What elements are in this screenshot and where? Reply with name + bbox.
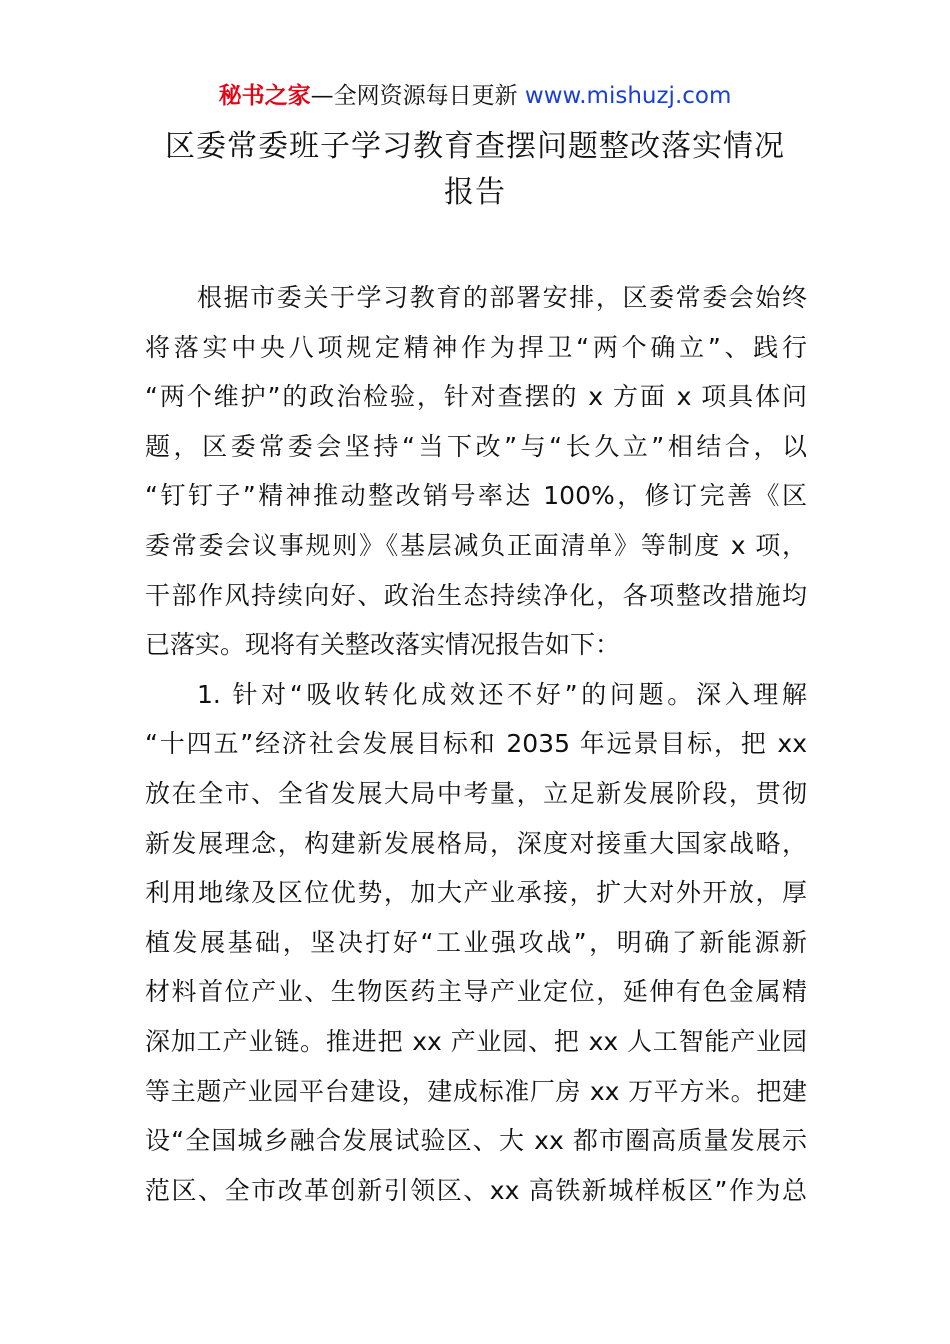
text-line: “十四五”经济社会发展目标和 2035 年远景目标，把 xx <box>145 729 807 759</box>
text-line: 范区、全市改革创新引领区、xx 高铁新城样板区”作为总 <box>145 1175 807 1205</box>
document-body <box>145 273 807 1215</box>
text-line: 利用地缘及区位优势，加大产业承接，扩大对外开放，厚 <box>145 878 807 908</box>
title-line-2: 报告 <box>444 175 506 210</box>
title-line-1: 区委常委班子学习教育查摆问题整改落实情况 <box>165 129 785 164</box>
text-line: 干部作风持续向好、政治生态持续净化，各项整改措施均 <box>145 580 807 610</box>
text-line: 材料首位产业、生物医药主导产业定位，延伸有色金属精 <box>145 977 807 1007</box>
site-url-link[interactable]: www.mishuzj.com <box>524 83 732 109</box>
text-line: 新发展理念，构建新发展格局，深度对接重大国家战略， <box>145 828 807 858</box>
text-line: 放在全市、全省发展大局中考量，立足新发展阶段，贯彻 <box>145 778 807 808</box>
text-line: 植发展基础，坚决打好“工业强攻战”，明确了新能源新 <box>145 927 807 957</box>
text-line: 根据市委关于学习教育的部署安排，区委常委会始终 <box>197 283 807 312</box>
text-line: 等主题产业园平台建设，建成标准厂房 xx 万平方米。把建 <box>145 1076 807 1106</box>
text-line: “钉钉子”精神推动整改销号率达 100%，修订完善《区 <box>145 481 807 511</box>
text-line: 将落实中央八项规定精神作为捍卫“两个确立”、践行 <box>145 332 807 362</box>
page-title <box>100 124 850 216</box>
text-line: 1. 针对“吸收转化成效还不好”的问题。深入理解 <box>197 679 807 709</box>
site-header-watermark <box>0 80 950 112</box>
text-line: “两个维护”的政治检验，针对查摆的 x 方面 x 项具体问 <box>145 382 807 412</box>
paragraph-intro <box>145 273 807 670</box>
text-line: 已落实。现将有关整改落实情况报告如下： <box>145 630 621 660</box>
text-line: 设“全国城乡融合发展试验区、大 xx 都市圈高质量发展示 <box>145 1126 807 1156</box>
text-line: 题，区委常委会坚持“当下改”与“长久立”相结合，以 <box>145 431 807 461</box>
header-tagline: —全网资源每日更新 <box>310 83 525 109</box>
text-line: 委常委会议事规则》《基层减负正面清单》等制度 x 项， <box>145 530 807 560</box>
brand-name: 秘书之家 <box>218 83 311 109</box>
text-line: 深加工产业链。推进把 xx 产业园、把 xx 人工智能产业园 <box>145 1026 807 1056</box>
paragraph-item-1 <box>145 670 807 1216</box>
